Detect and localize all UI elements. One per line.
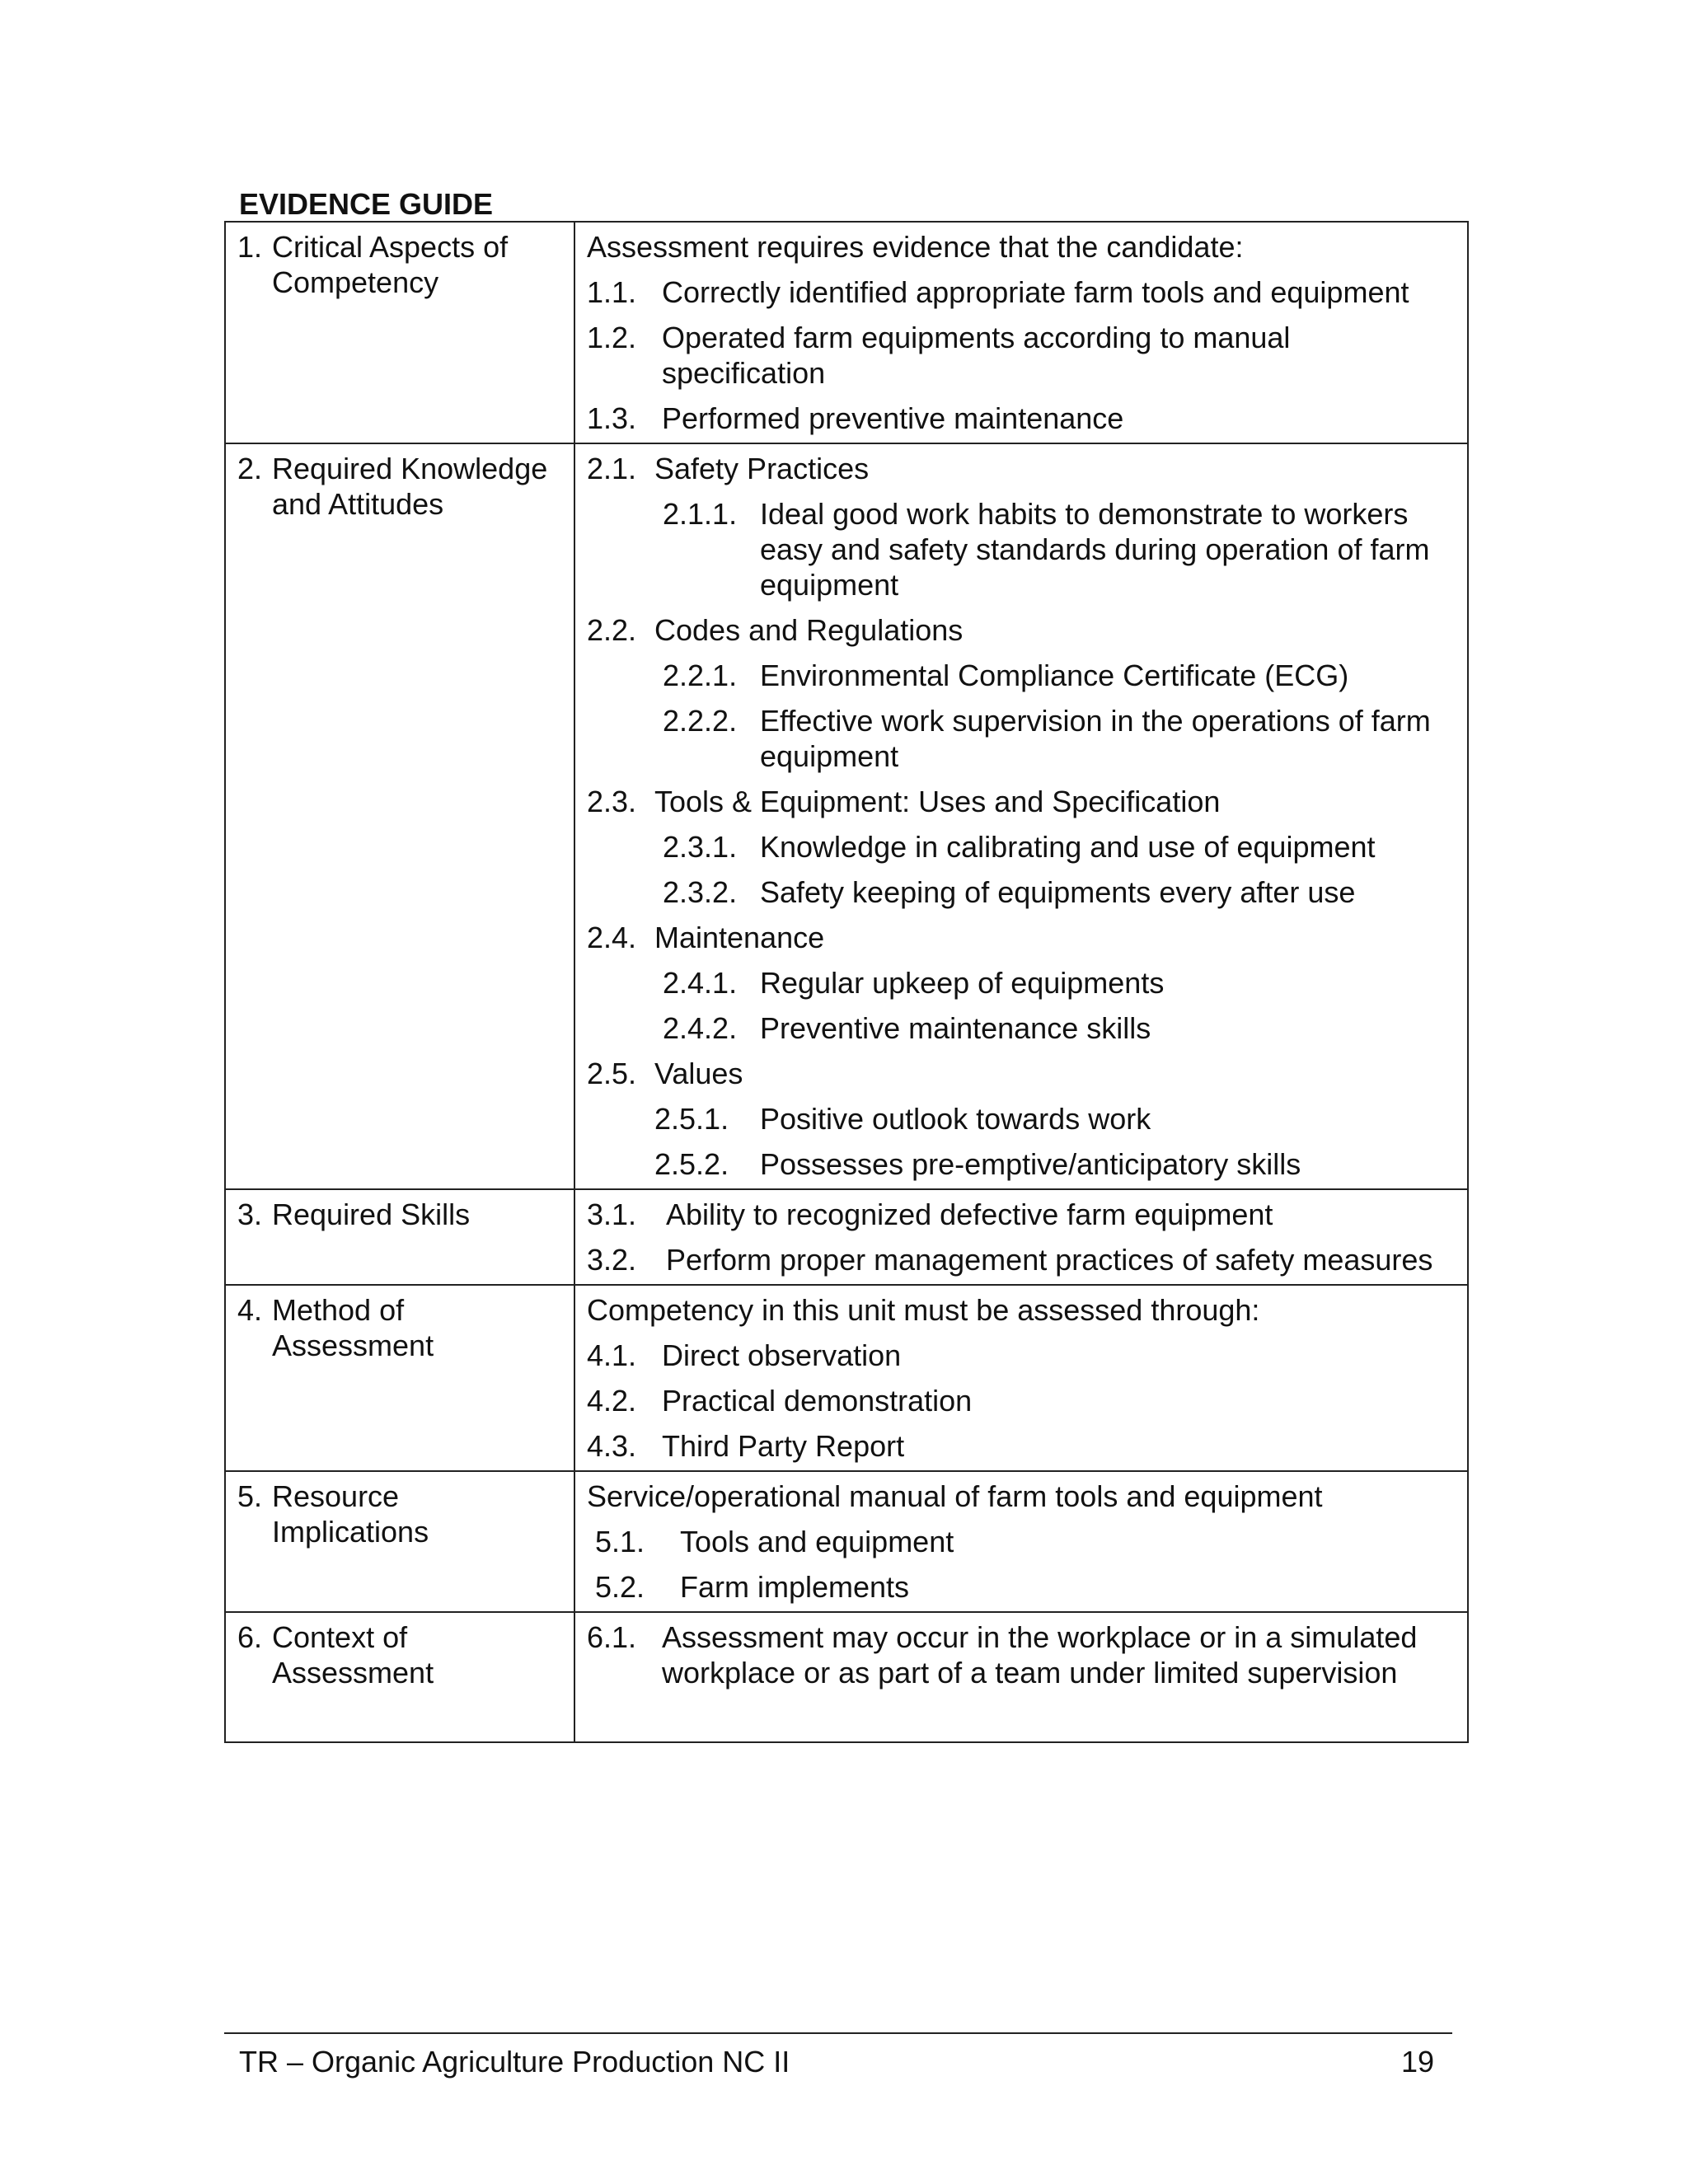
list-item: 5.2. Farm implements [595,1570,910,1604]
page-number: 19 [1401,2045,1435,2079]
list-item: 4.1. Direct observation [587,1338,902,1372]
list-item: 1.3. Performed preventive maintenance [587,401,1124,435]
footer-title: TR – Organic Agriculture Production NC II [239,2045,790,2079]
row-label-cell [225,222,574,443]
row-label-cell [225,443,574,1189]
intro-text: Assessment requires evidence that the candidate: [587,230,1244,264]
row-content-cell [574,1285,1468,1471]
intro-text: Competency in this unit must be assessed through: [587,1293,1260,1327]
sub-item: 2.3.2. Safety keeping of equipments every after use [663,875,1356,909]
section-heading: 2.1. Safety Practices [587,452,870,485]
row-label: Required Skills [272,1197,471,1231]
sub-item: 2.2.1. Environmental Compliance Certificate (ECG) [663,658,1349,692]
evidence-guide-heading: EVIDENCE GUIDE [239,187,494,221]
sub-item: 2.1.1. Ideal good work habits to demonstrate to workers easy and safety standards during operation of farm equipment [663,497,1430,602]
row-label-cell [225,1189,574,1285]
row-number: 6. [237,1620,263,1654]
row-content-cell [574,1612,1468,1742]
sub-item: 2.4.1. Regular upkeep of equipments [663,966,1165,1000]
section-heading: 2.5. Values [587,1057,743,1090]
section-heading: 2.3. Tools & Equipment: Uses and Specification [587,785,1221,818]
row-number: 3. [237,1197,263,1231]
list-item: 6.1. Assessment may occur in the workplace or in a simulated workplace or as part of a team under limited supervision [587,1620,1418,1690]
row-content-cell [574,1471,1468,1612]
sub-item: 2.4.2. Preventive maintenance skills [663,1011,1151,1045]
sub-item: 2.2.2. Effective work supervision in the operations of farm equipment [663,704,1431,773]
row-label: Critical Aspects of Competency [272,230,509,299]
sub-item: 2.5.2. Possesses pre-emptive/anticipatory skills [654,1147,1301,1181]
row-label-cell [225,1471,574,1612]
section-heading: 2.2. Codes and Regulations [587,613,964,647]
row-label: Context of Assessment [272,1620,434,1690]
table-row [225,1471,1468,1612]
row-content-cell [574,443,1468,1189]
row-label-cell [225,1612,574,1742]
list-item: 1.1. Correctly identified appropriate farm tools and equipment [587,275,1409,309]
row-label-cell [225,1285,574,1471]
intro-text: Service/operational manual of farm tools and equipment [587,1479,1323,1513]
row-label: Resource Implications [272,1479,429,1549]
list-item: 4.2. Practical demonstration [587,1384,973,1418]
row-number: 2. [237,452,263,485]
table-row [225,443,1468,1189]
row-number: 1. [237,230,263,264]
list-item: 1.2. Operated farm equipments according to manual specification [587,321,1291,390]
table-row [225,222,1468,443]
row-number: 5. [237,1479,263,1513]
list-item: 3.1. Ability to recognized defective farm equipment [587,1197,1273,1231]
sub-item: 2.5.1. Positive outlook towards work [654,1102,1151,1136]
row-number: 4. [237,1293,263,1327]
footer-divider [224,2032,1452,2034]
table-row [225,1189,1468,1285]
row-content-cell [574,1189,1468,1285]
list-item: 4.3. Third Party Report [587,1429,905,1463]
row-label: Method of Assessment [272,1293,434,1362]
table-row [225,1612,1468,1742]
row-label: Required Knowledge and Attitudes [272,452,548,521]
list-item: 5.1. Tools and equipment [595,1525,954,1558]
section-heading: 2.4. Maintenance [587,921,825,954]
row-content-cell [574,222,1468,443]
sub-item: 2.3.1. Knowledge in calibrating and use of equipment [663,830,1376,864]
list-item: 3.2. Perform proper management practices of safety measures [587,1243,1433,1277]
evidence-guide-table [224,221,1469,1743]
table-row [225,1285,1468,1471]
